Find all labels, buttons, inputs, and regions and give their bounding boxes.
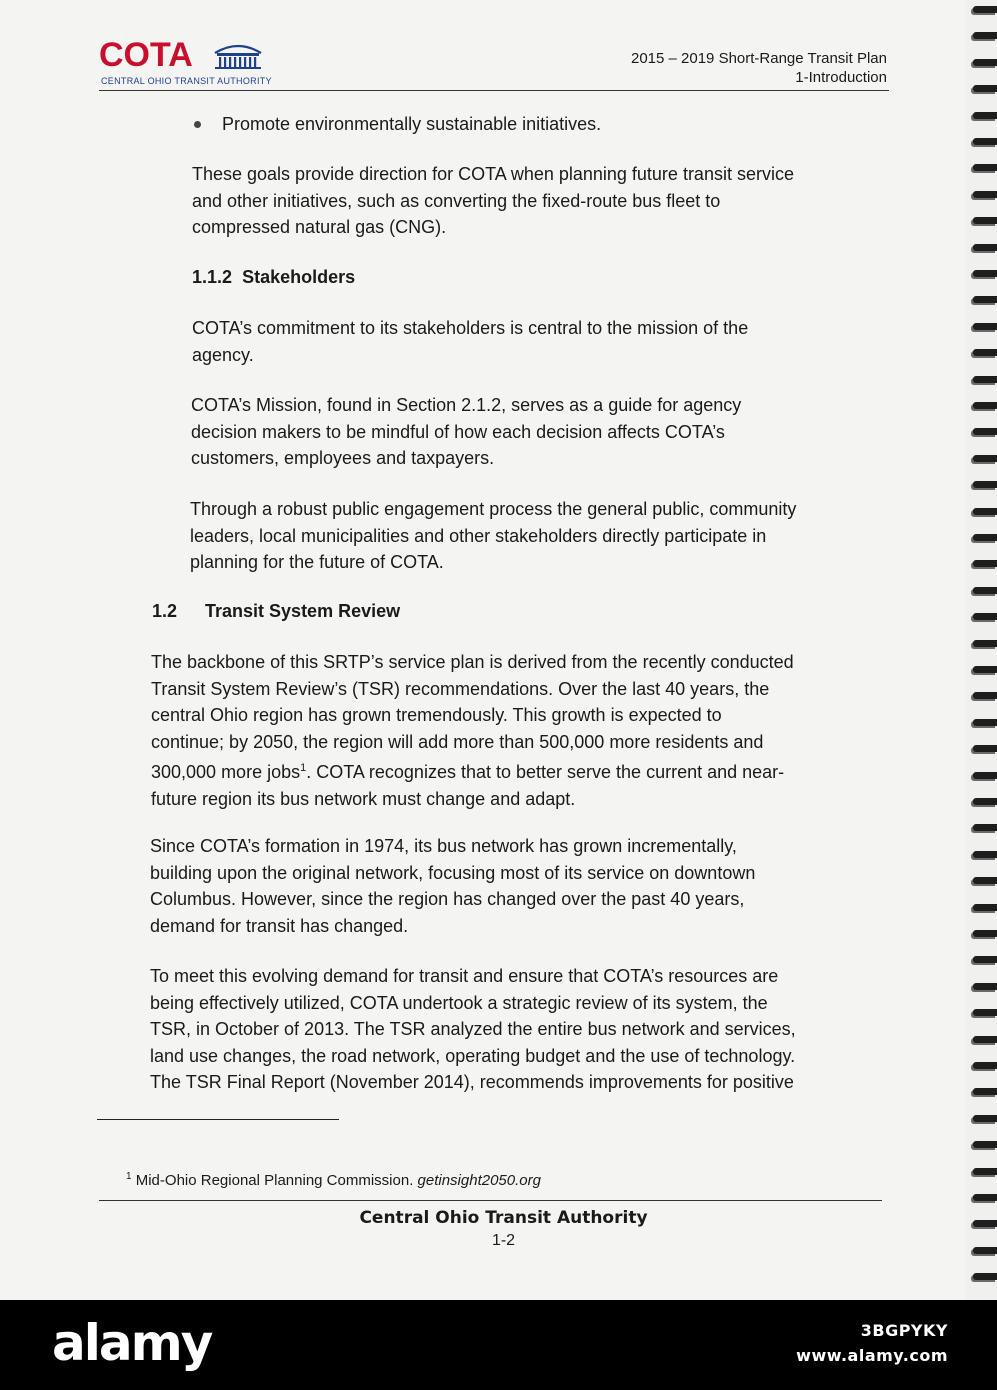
binding-coil: [973, 560, 997, 567]
footnote-text: Mid-Ohio Regional Planning Commission.: [135, 1172, 418, 1189]
footer-divider: [99, 1200, 882, 1201]
stock-logo: alamy: [52, 1314, 212, 1372]
binding-coil: [973, 138, 997, 145]
line-text: 300,000 more jobs: [151, 762, 301, 783]
binding-coil: [973, 824, 997, 831]
binding-coil: [973, 1194, 997, 1201]
binding-coil: [973, 613, 997, 620]
binding-coil: [973, 85, 997, 92]
plan-title: 2015 – 2019 Short-Range Transit Plan: [630, 50, 887, 67]
paragraph-line: central Ohio region has grown tremendously. This growth is expected to: [151, 705, 722, 726]
binding-coil: [973, 1062, 997, 1069]
binding-coil: [973, 191, 997, 198]
binding-coil: [973, 376, 997, 383]
review-paragraph-2: [150, 833, 755, 939]
binding-coil: [973, 1273, 997, 1280]
binding-coil: [973, 772, 997, 779]
paragraph-line: leaders, local municipalities and other stakeholders directly participate in: [190, 525, 767, 546]
footnote-source: getinsight2050.org: [417, 1172, 541, 1189]
heading-number: 1.1.2: [192, 267, 233, 287]
paragraph-line: To meet this evolving demand for transit and ensure that COTA’s resources are: [150, 966, 779, 986]
section-heading-transit-review: [152, 601, 400, 622]
logo-wordmark: COTA: [99, 36, 193, 74]
footnote-marker: 1: [126, 1171, 132, 1182]
binding-coil: [973, 164, 997, 171]
cota-logo: [99, 36, 272, 86]
paragraph-line: decision makers to be mindful of how each decision affects COTA’s: [191, 421, 725, 442]
binding-coil: [973, 1009, 997, 1016]
paragraph-line: compressed natural gas (CNG).: [192, 217, 447, 238]
paragraph-line: The TSR Final Report (November 2014), recommends improvements for positive: [150, 1072, 794, 1093]
paragraph-line: agency.: [192, 344, 254, 365]
heading-title: Transit System Review: [205, 601, 401, 621]
footnote-divider: [97, 1119, 339, 1120]
binding-coil: [973, 481, 997, 488]
paragraph-line: [151, 755, 794, 786]
footnote-reference: 1: [300, 762, 307, 775]
building-icon: [211, 39, 265, 69]
paragraph-line: land use changes, the road network, operating budget and the use of technology.: [150, 1045, 796, 1066]
binding-coil: [973, 6, 997, 13]
paragraph-line: Transit System Review’s (TSR) recommendations. Over the last 40 years, the: [151, 678, 770, 699]
heading-title: Stakeholders: [242, 267, 356, 287]
paragraph-line: Through a robust public engagement process the general public, community: [190, 499, 797, 519]
spiral-binding: [965, 0, 997, 1300]
binding-coil: [973, 1115, 997, 1122]
binding-coil: [973, 719, 997, 726]
paragraph-line: COTA’s Mission, found in Section 2.1.2, serves as a guide for agency: [191, 395, 742, 415]
binding-coil: [973, 983, 997, 990]
section-label: 1-Introduction: [795, 69, 887, 86]
review-paragraph-3: [150, 963, 796, 1096]
binding-coil: [973, 112, 997, 119]
stakeholders-paragraph-1: [192, 315, 748, 368]
stock-image-id: 3BGPYKY: [860, 1321, 948, 1340]
paragraph-line: Columbus. However, since the region has changed over the past 40 years,: [150, 889, 745, 910]
binding-coil: [973, 904, 997, 911]
binding-coil: [973, 930, 997, 937]
binding-coil: [973, 270, 997, 277]
binding-coil: [973, 587, 997, 594]
bullet-text: Promote environmentally sustainable initiatives.: [222, 114, 602, 134]
binding-coil: [973, 956, 997, 963]
binding-coil: [973, 798, 997, 805]
header-divider: [99, 90, 889, 91]
binding-coil: [973, 534, 997, 541]
binding-coil: [973, 1036, 997, 1043]
binding-coil: [973, 745, 997, 752]
binding-coil: [973, 349, 997, 356]
binding-coil: [973, 428, 997, 435]
paragraph-line: customers, employees and taxpayers.: [191, 448, 495, 469]
paragraph-line: planning for the future of COTA.: [190, 552, 444, 573]
binding-coil: [973, 1141, 997, 1148]
binding-coil: [973, 217, 997, 224]
paragraph-line: These goals provide direction for COTA when planning future transit service: [192, 164, 794, 184]
paragraph-line: being effectively utilized, COTA undertook a strategic review of its system, the: [150, 992, 768, 1013]
binding-coil: [973, 59, 997, 66]
stakeholders-paragraph-2: [191, 392, 741, 472]
binding-coil: [973, 1168, 997, 1175]
paragraph-line: and other initiatives, such as converting the fixed-route bus fleet to: [192, 190, 721, 211]
bullet-icon: [194, 121, 201, 128]
review-paragraph-1: [151, 649, 794, 813]
goals-paragraph: [192, 161, 794, 241]
binding-coil: [973, 402, 997, 409]
paragraph-line: future region its bus network must change and adapt.: [151, 788, 576, 809]
paragraph-line: building upon the original network, focusing most of its service on downtown: [150, 862, 756, 883]
footnote: [126, 1171, 541, 1189]
stock-url: www.alamy.com: [796, 1346, 948, 1365]
binding-coil: [973, 851, 997, 858]
stock-banner: [0, 1300, 997, 1390]
binding-coil: [973, 1088, 997, 1095]
paragraph-line: TSR, in October of 2013. The TSR analyzed the entire bus network and services,: [150, 1019, 796, 1040]
binding-coil: [973, 640, 997, 647]
paragraph-line: Since COTA’s formation in 1974, its bus network has grown incrementally,: [150, 836, 737, 856]
binding-coil: [973, 692, 997, 699]
footer-organization: Central Ohio Transit Authority: [359, 1208, 648, 1228]
running-header: [631, 49, 887, 87]
section-heading-stakeholders: [192, 267, 355, 288]
paragraph-line: COTA’s commitment to its stakeholders is central to the mission of the: [192, 318, 749, 338]
binding-coil: [973, 32, 997, 39]
heading-number: 1.2: [152, 601, 178, 621]
stakeholders-paragraph-3: [190, 496, 796, 576]
binding-coil: [973, 323, 997, 330]
binding-coil: [973, 877, 997, 884]
binding-coil: [973, 666, 997, 673]
paragraph-line: continue; by 2050, the region will add more than 500,000 more residents and: [151, 731, 764, 752]
page-number: 1-2: [491, 1232, 516, 1249]
paragraph-line: The backbone of this SRTP’s service plan is derived from the recently conducted: [151, 652, 794, 672]
logo-subtitle: CENTRAL OHIO TRANSIT AUTHORITY: [101, 76, 272, 86]
line-text: . COTA recognizes that to better serve the current and near-: [306, 762, 785, 783]
binding-coil: [973, 508, 997, 515]
binding-coil: [973, 296, 997, 303]
binding-coil: [973, 455, 997, 462]
paragraph-line: demand for transit has changed.: [150, 915, 409, 936]
binding-coil: [973, 244, 997, 251]
